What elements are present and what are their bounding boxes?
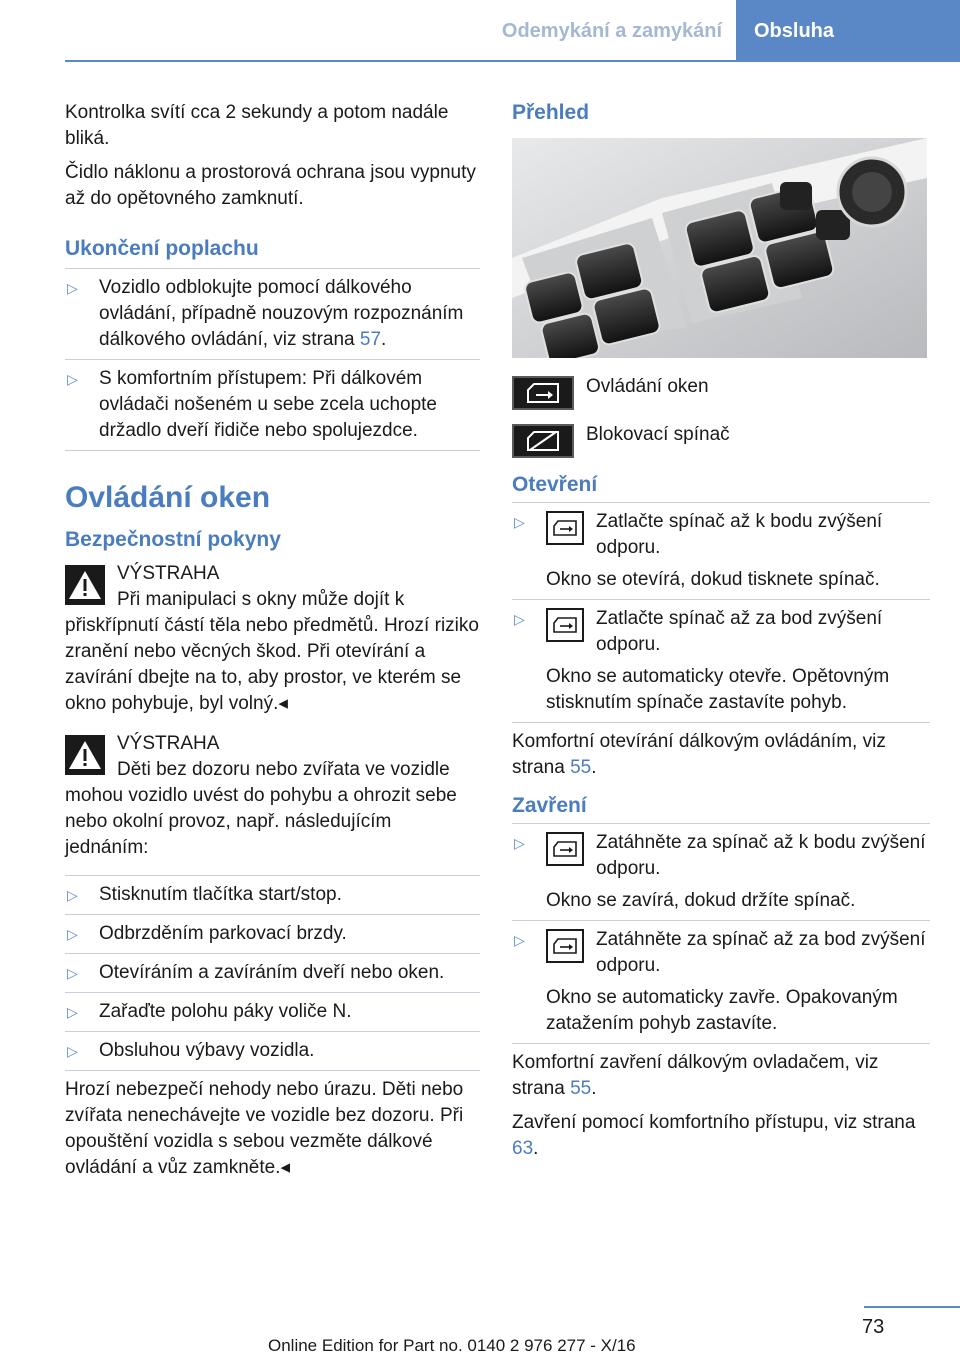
intro-paragraph-1: Kontrolka svítí cca 2 sekundy a potom nadále bliká. xyxy=(65,102,449,149)
close-step-2-text: Zatáhněte za spínač až za bod zvýšení odporu. xyxy=(596,929,926,976)
warning-block-1 xyxy=(65,561,480,717)
alarm-section-title: Ukončení poplachu xyxy=(65,237,259,260)
warning-action-list xyxy=(65,875,480,1071)
bullet-triangle-icon: ▷ xyxy=(514,611,525,627)
period: . xyxy=(591,757,597,778)
warning-2-heading: VÝSTRAHA xyxy=(117,733,220,754)
close-comfort-paragraph xyxy=(512,1050,930,1102)
list-item xyxy=(512,921,930,1044)
legend-window-control-label: Ovládání oken xyxy=(586,376,709,397)
bullet-triangle-icon: ▷ xyxy=(67,371,78,387)
page-number: 73 xyxy=(862,1316,885,1338)
warning-2-text: Děti bez dozoru nebo zvířata ve vozidle mohou vozidlo uvést do pohybu a ohrozit sebe nebo okolní provoz, např. následujícím jednáním: xyxy=(65,759,457,858)
list-item xyxy=(512,600,930,723)
chapter-title: Ovládání oken xyxy=(65,481,271,514)
close-step-2-note: Okno se automaticky zavře. Opakovaným zatažením pohyb zastavíte. xyxy=(546,987,898,1034)
legend-lock-switch xyxy=(512,424,930,458)
alarm-list xyxy=(65,268,480,451)
list-item xyxy=(65,1032,480,1071)
legend-lock-switch-label: Blokovací spínač xyxy=(586,424,730,445)
header-chapter-label: Obsluha xyxy=(754,20,835,42)
warning-1-heading: VÝSTRAHA xyxy=(117,563,220,584)
open-step-2-note: Okno se automaticky otevře. Opětovným stisknutím spínače zastavíte pohyb. xyxy=(546,666,890,713)
open-comfort-text: Komfortní otevírání dálkovým ovládáním, viz strana xyxy=(512,731,886,778)
list-item-text: Otevíráním a zavíráním dveří nebo oken. xyxy=(99,962,445,983)
window-close-switch-icon xyxy=(546,832,584,866)
page-header xyxy=(0,0,960,62)
open-steps-list xyxy=(512,502,930,723)
page-link-55[interactable]: 55 xyxy=(570,1078,592,1099)
bullet-triangle-icon: ▷ xyxy=(514,835,525,851)
window-open-switch-icon xyxy=(546,608,584,642)
list-item xyxy=(65,915,480,954)
list-item xyxy=(65,360,480,451)
safety-section-title: Bezpečnostní pokyny xyxy=(65,528,281,551)
legend-window-control xyxy=(512,376,930,410)
warning-1-text: Při manipulaci s okny může dojít k přiskřípnutí částí těla nebo předmětů. Hrozí riziko zranění nebo věcných škod. Při otevírání a zavírání dbejte na to, aby prostor, ve kterém se okno pohybuje, byl volný.◂ xyxy=(65,589,479,714)
page-link-63[interactable]: 63 xyxy=(512,1138,534,1159)
bullet-triangle-icon: ▷ xyxy=(67,280,78,296)
bullet-triangle-icon: ▷ xyxy=(67,887,78,903)
header-section-title: Odemykání a zamykání xyxy=(501,20,722,42)
list-item xyxy=(512,503,930,600)
period: . xyxy=(533,1138,539,1159)
list-item-text: Zařaďte polohu páky voliče N. xyxy=(99,1001,352,1022)
page-link-57[interactable]: 57 xyxy=(359,329,382,350)
window-close-switch-icon xyxy=(546,929,584,963)
close-access-paragraph xyxy=(512,1110,930,1162)
edition-footer: Online Edition for Part no. 0140 2 976 277 - X/16 xyxy=(268,1336,636,1355)
left-column xyxy=(65,100,480,1189)
overview-title: Přehled xyxy=(512,101,590,124)
list-item-text: Odbrzděním parkovací brzdy. xyxy=(99,923,347,944)
alarm-item-1-suffix: . xyxy=(381,329,387,350)
open-step-1-text: Zatlačte spínač až k bodu zvýšení odporu. xyxy=(596,511,883,558)
bullet-triangle-icon: ▷ xyxy=(67,926,78,942)
close-section-title: Zavření xyxy=(512,794,587,817)
closing-paragraph: Hrozí nebezpečí nehody nebo úrazu. Děti nebo zvířata nenechávejte ve vozidle bez dozoru. Při opouštění vozidla s sebou vezměte dálkové ovládání a vůz zamkněte.◂ xyxy=(65,1079,464,1178)
list-item xyxy=(512,824,930,921)
period: . xyxy=(591,1078,597,1099)
list-item xyxy=(65,954,480,993)
list-item-text: Obsluhou výbavy vozidla. xyxy=(99,1040,315,1061)
close-comfort-text: Komfortní zavření dálkovým ovladačem, viz strana xyxy=(512,1052,879,1099)
close-step-1-text: Zatáhněte za spínač až k bodu zvýšení odporu. xyxy=(596,832,926,879)
alarm-item-1-text: Vozidlo odblokujte pomocí dálkového ovládání, případně nouzovým rozpoznáním dálkového ovládání, viz strana xyxy=(99,277,464,350)
right-column xyxy=(512,100,930,1170)
footer-rule xyxy=(864,1306,960,1308)
bullet-triangle-icon: ▷ xyxy=(67,1004,78,1020)
header-chapter-tab xyxy=(736,0,960,60)
close-step-1-note: Okno se zavírá, dokud držíte spínač. xyxy=(546,890,856,911)
list-item-text: Stisknutím tlačítka start/stop. xyxy=(99,884,342,905)
bullet-triangle-icon: ▷ xyxy=(67,1043,78,1059)
list-item xyxy=(65,876,480,915)
bullet-triangle-icon: ▷ xyxy=(67,965,78,981)
warning-triangle-icon xyxy=(65,565,105,605)
window-switch-photo xyxy=(512,138,927,358)
warning-block-2 xyxy=(65,731,480,861)
close-steps-list xyxy=(512,823,930,1044)
bullet-triangle-icon: ▷ xyxy=(514,932,525,948)
close-access-text: Zavření pomocí komfortního přístupu, viz strana xyxy=(512,1112,916,1133)
open-section-title: Otevření xyxy=(512,473,598,496)
warning-triangle-icon xyxy=(65,735,105,775)
header-rule xyxy=(65,60,960,62)
window-control-icon xyxy=(512,376,574,410)
alarm-item-2-text: S komfortním přístupem: Při dálkovém ovládači nošeném u sebe zcela uchopte držadlo dveří řidiče nebo spolujezdce. xyxy=(99,368,438,441)
window-open-switch-icon xyxy=(546,511,584,545)
intro-paragraph-2: Čidlo náklonu a prostorová ochrana jsou vypnuty až do opětovného zamknutí. xyxy=(65,162,476,209)
list-item xyxy=(65,993,480,1032)
open-comfort-paragraph xyxy=(512,729,930,781)
open-step-1-note: Okno se otevírá, dokud tisknete spínač. xyxy=(546,569,880,590)
open-step-2-text: Zatlačte spínač až za bod zvýšení odporu. xyxy=(596,608,883,655)
list-item xyxy=(65,269,480,360)
lock-switch-icon xyxy=(512,424,574,458)
page-link-55[interactable]: 55 xyxy=(570,757,592,778)
bullet-triangle-icon: ▷ xyxy=(514,514,525,530)
